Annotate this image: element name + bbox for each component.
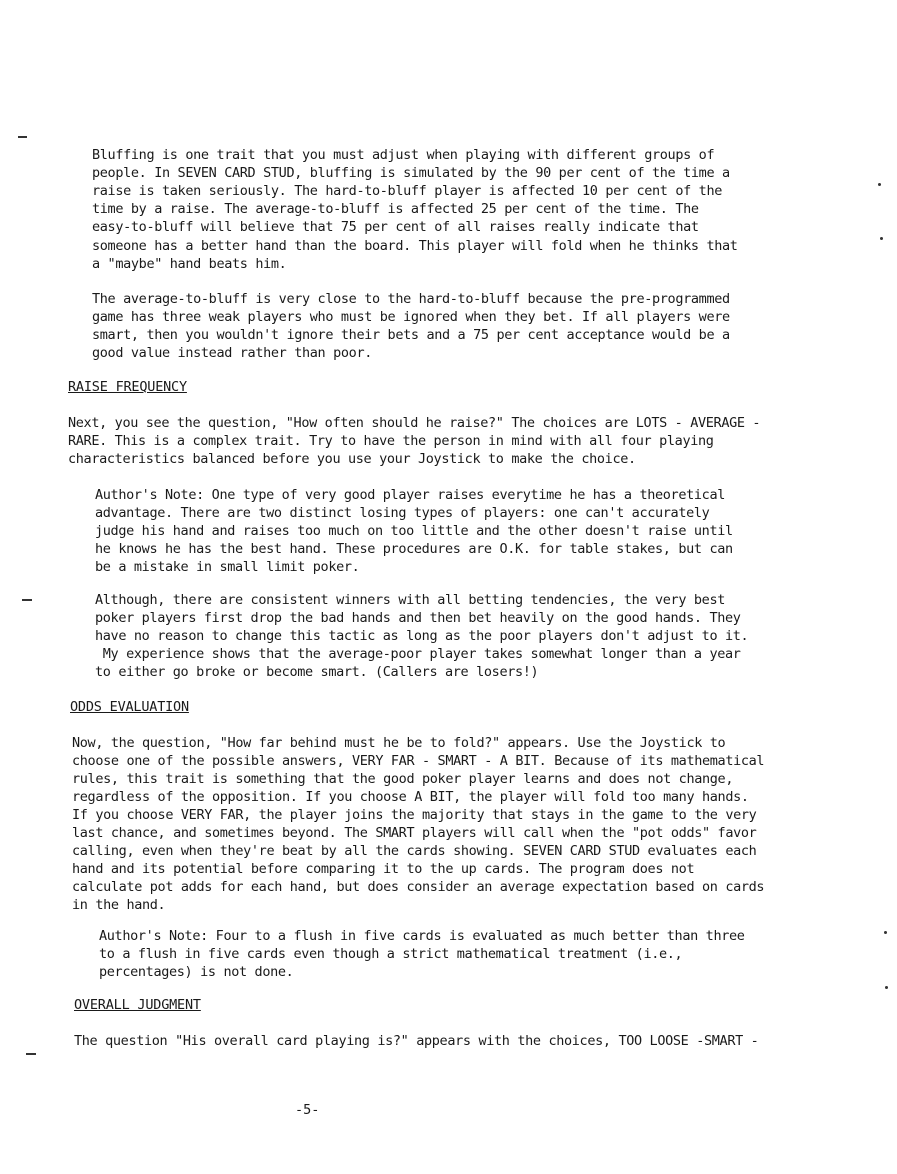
paragraph-line: time by a raise. The average-to-bluff is affected 25 per cent of the time. The <box>92 201 699 218</box>
paragraph-line: be a mistake in small limit poker. <box>95 559 360 576</box>
scan-mark <box>26 1053 36 1055</box>
paragraph-line: he knows he has the best hand. These procedures are O.K. for table stakes, but can <box>95 541 733 558</box>
paragraph-line: have no reason to change this tactic as long as the poor players don't adjust to it. <box>95 628 749 645</box>
paragraph-line: advantage. There are two distinct losing types of players: one can't accurately <box>95 505 710 522</box>
paragraph-line: to either go broke or become smart. (Callers are losers!) <box>95 664 539 681</box>
paragraph-line: Author's Note: One type of very good player raises everytime he has a theoretical <box>95 487 725 503</box>
paragraph-line: percentages) is not done. <box>99 964 294 981</box>
paragraph-line: Although, there are consistent winners with all betting tendencies, the very best <box>95 592 725 608</box>
paragraph-line: easy-to-bluff will believe that 75 per cent of all raises really indicate that <box>92 219 699 236</box>
paragraph-line: raise is taken seriously. The hard-to-bluff player is affected 10 per cent of the <box>92 183 722 200</box>
paragraph-line: RARE. This is a complex trait. Try to have the person in mind with all four playing <box>68 433 714 450</box>
paragraph-line: someone has a better hand than the board. This player will fold when he thinks that <box>92 237 738 254</box>
paragraph-line: Author's Note: Four to a flush in five cards is evaluated as much better than three <box>99 928 745 944</box>
scan-mark <box>22 599 32 601</box>
page-number: -5- <box>295 1102 320 1118</box>
paragraph-line: The question "His overall card playing is?" appears with the choices, TOO LOOSE -SMART - <box>74 1033 759 1049</box>
paragraph-line: judge his hand and raises too much on too little and the other doesn't raise until <box>95 523 733 540</box>
scan-dot <box>884 931 887 934</box>
scan-mark <box>18 136 27 138</box>
scan-dot <box>880 237 883 240</box>
paragraph-line: poker players first drop the bad hands and then bet heavily on the good hands. They <box>95 610 741 627</box>
paragraph-line: to a flush in five cards even though a strict mathematical treatment (i.e., <box>99 946 683 963</box>
paragraph-line: Next, you see the question, "How often should he raise?" The choices are LOTS - AVERAGE - <box>68 415 761 431</box>
scan-dot <box>878 183 881 186</box>
paragraph-line: smart, then you wouldn't ignore their bets and a 75 per cent acceptance would be a <box>92 327 730 344</box>
paragraph-line: last chance, and sometimes beyond. The SMART players will call when the "pot odds" favor <box>72 825 757 841</box>
paragraph-line: calculate pot adds for each hand, but does consider an average expectation based on cards <box>72 879 765 895</box>
paragraph-line: people. In SEVEN CARD STUD, bluffing is simulated by the 90 per cent of the time a <box>92 165 730 182</box>
paragraph-line: If you choose VERY FAR, the player joins the majority that stays in the game to the very <box>72 807 757 823</box>
paragraph-line: good value instead rather than poor. <box>92 345 372 362</box>
paragraph-line: rules, this trait is something that the good poker player learns and does not change, <box>72 771 734 787</box>
paragraph-line: a "maybe" hand beats him. <box>92 255 287 272</box>
paragraph-line: choose one of the possible answers, VERY FAR - SMART - A BIT. Because of its mathematical <box>72 753 765 769</box>
section-heading: ODDS EVALUATION <box>70 699 189 715</box>
paragraph-line: characteristics balanced before you use your Joystick to make the choice. <box>68 451 636 468</box>
paragraph-line: game has three weak players who must be ignored when they bet. If all players were <box>92 309 730 326</box>
section-heading: OVERALL JUDGMENT <box>74 997 201 1013</box>
paragraph-line: hand and its potential before comparing it to the up cards. The program does not <box>72 861 695 877</box>
paragraph-line: in the hand. <box>72 897 166 913</box>
paragraph-line: The average-to-bluff is very close to the hard-to-bluff because the pre-programmed <box>92 291 730 307</box>
paragraph-line: Bluffing is one trait that you must adjust when playing with different groups of <box>92 147 715 163</box>
paragraph-line: Now, the question, "How far behind must he be to fold?" appears. Use the Joystick to <box>72 735 726 751</box>
section-heading: RAISE FREQUENCY <box>68 379 187 395</box>
paragraph-line: regardless of the opposition. If you choose A BIT, the player will fold too many hands. <box>72 789 749 805</box>
paragraph-line: calling, even when they're beat by all the cards showing. SEVEN CARD STUD evaluates each <box>72 843 757 859</box>
paragraph-line: My experience shows that the average-poor player takes somewhat longer than a year <box>95 646 741 663</box>
scan-dot <box>885 986 888 989</box>
